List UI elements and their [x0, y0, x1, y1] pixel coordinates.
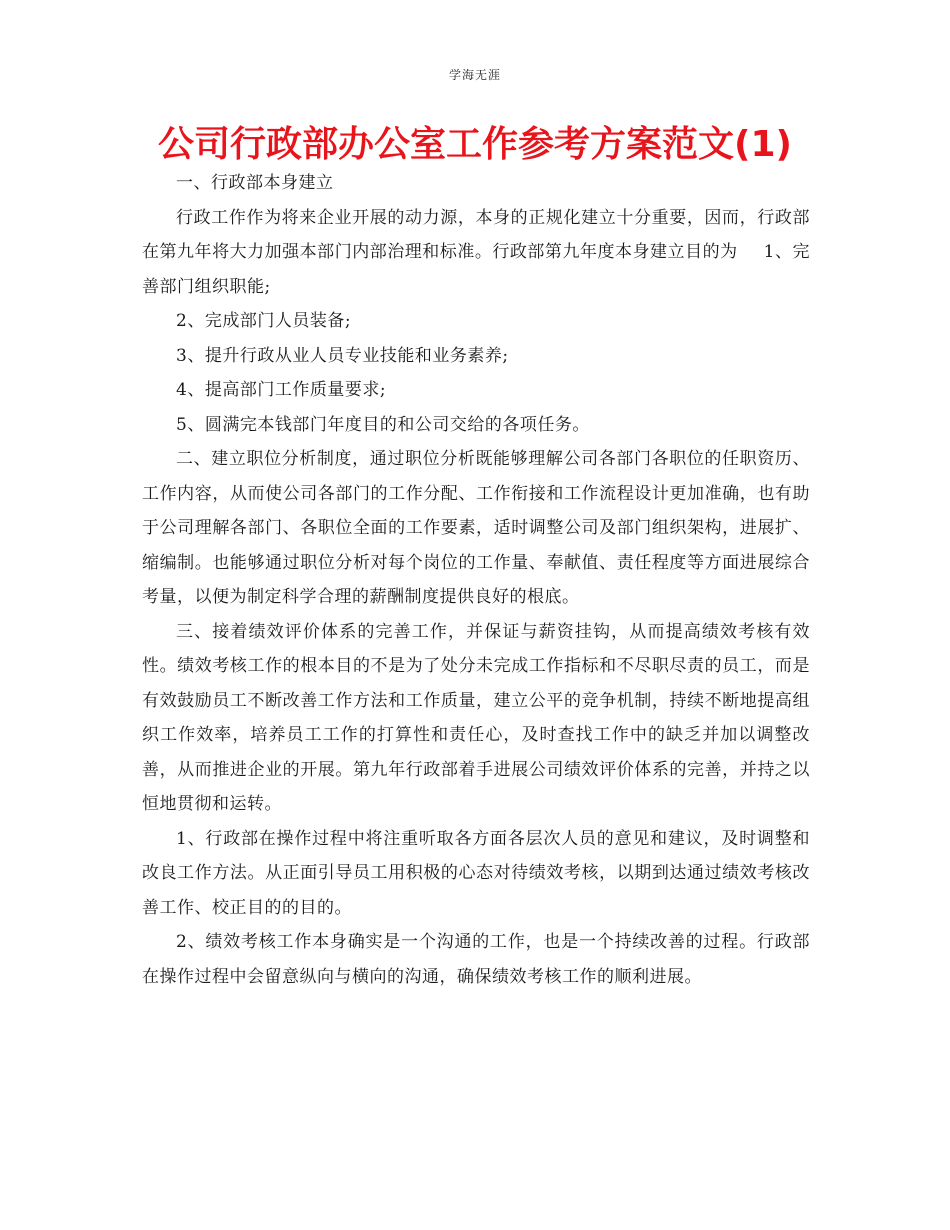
document-body — [142, 166, 810, 994]
list-item-5: 5、圆满完本钱部门年度目的和公司交给的各项任务。 — [176, 414, 590, 435]
list-item-4: 4、提高部门工作质量要求; — [176, 380, 387, 400]
page-header: 学海无涯 — [448, 68, 501, 82]
section-2-paragraph: 二、建立职位分析制度，通过职位分析既能够理解公司各部门各职位的任职资历、工作内容，从而使公司各部门的工作分配、工作衔接和工作流程设计更加准确，也有助于公司理解各部门、各职位全面的工作要素，适时调整公司及部门组织架构，进展扩、缩编制。也能够通过职位分析对每个岗位的工作量、奉献值、责任程度等方面进展综合考量，以便为制定科学合理的薪酬制度提供良好的根底。 — [142, 449, 810, 607]
paragraph-1-text: 行政工作作为将来企业开展的动力源，本身的正规化建立十分重要，因而，行政部在第九年将大力加强本部门内部治理和标准。行政部第九年度本身建立目的为 — [142, 207, 810, 262]
list-item-1: 1、完善部门组织职能; — [142, 242, 810, 297]
section-heading-1: 一、行政部本身建立 — [176, 173, 334, 193]
paragraph-1 — [142, 201, 810, 305]
section-3-item-2: 2、绩效考核工作本身确实是一个沟通的工作，也是一个持续改善的过程。行政部在操作过程中会留意纵向与横向的沟通，确保绩效考核工作的顺利进展。 — [142, 932, 810, 987]
list-item-2: 2、完成部门人员装备; — [176, 311, 352, 331]
section-3-item-1: 1、行政部在操作过程中将注重听取各方面各层次人员的意见和建议，及时调整和改良工作方法。从正面引导员工用积极的心态对待绩效考核，以期到达通过绩效考核改善工作、校正目的的目的。 — [142, 828, 810, 918]
section-3-paragraph: 三、接着绩效评价体系的完善工作，并保证与薪资挂钩，从而提高绩效考核有效性。绩效考核工作的根本目的不是为了处分未完成工作指标和不尽职尽责的员工，而是有效鼓励员工不断改善工作方法和工作质量，建立公平的竞争机制，持续不断地提高组织工作效率，培养员工工作的打算性和责任心，及时查找工作中的缺乏并加以调整改善，从而推进企业的开展。第九年行政部着手进展公司绩效评价体系的完善，并持之以恒地贯彻和运转。 — [142, 621, 810, 814]
list-item-3: 3、提升行政从业人员专业技能和业务素养; — [176, 345, 509, 366]
document-title: 公司行政部办公室工作参考方案范文(1) — [158, 124, 792, 165]
